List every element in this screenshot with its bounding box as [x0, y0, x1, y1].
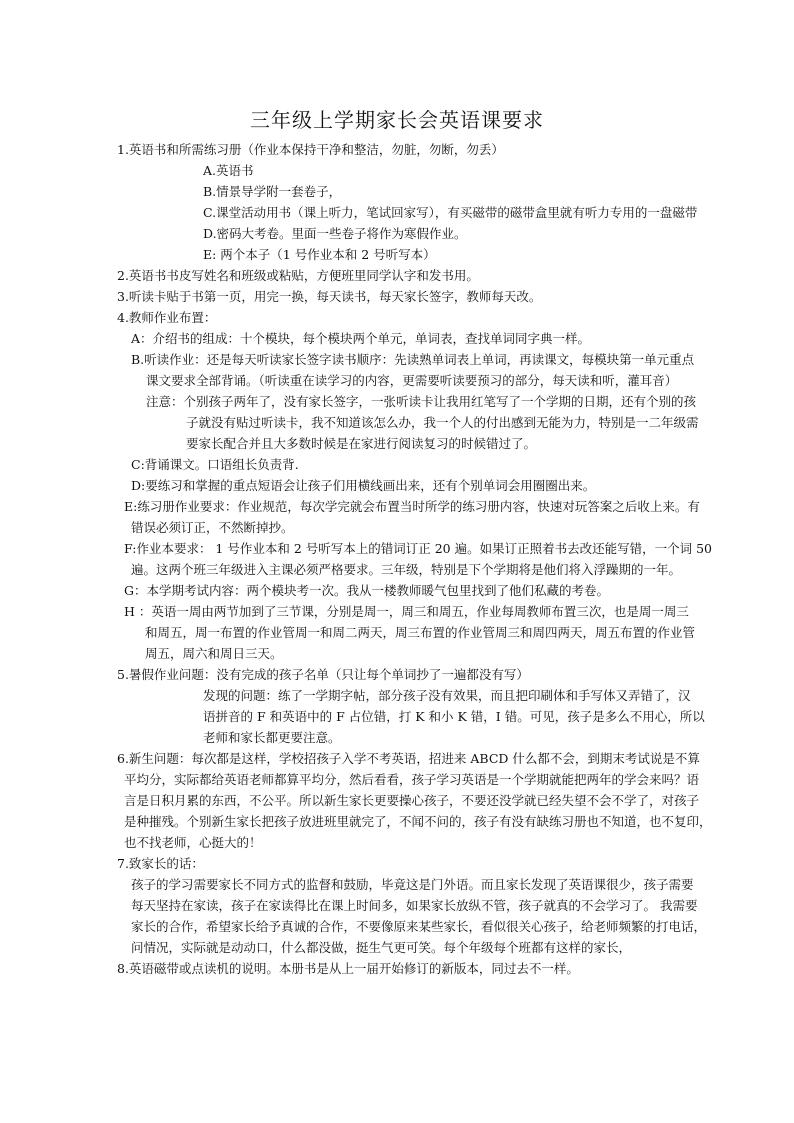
section-1-heading: 1.英语书和所需练习册（作业本保持干净和整洁，勿脏，勿断，勿丢） [117, 142, 504, 157]
section-7-line-4: 问情况，实际就是动动口，什么都没做，挺生气更可笑。每个年级每个班都有这样的家长， [131, 940, 632, 955]
section-6-line-2: 平均分，实际都给英语老师都算平均分，然后看看，孩子学习英语是一个学期就能把两年的学会来吗？语 [124, 772, 700, 787]
section-7-line-3: 家长的合作，希望家长给予真诚的合作，不要像原来某些家长，看似很关心孩子，给老师频繁的打电话， [131, 919, 707, 934]
section-6-line-3: 言是日积月累的东西，不公平。所以新生家长更要操心孩子，不要还没学就已经失望不会不学了，对孩子 [124, 793, 700, 808]
note-line-2: 子就没有贴过听读卡，我不知道该怎么办，我一个人的付出感到无能为力，特别是一二年级需 [186, 415, 699, 430]
section-5-line-3: 老师和家长都更要注意。 [203, 730, 341, 745]
section-4-heading: 4.教师作业布置： [117, 310, 217, 325]
section-6-line-4: 是种摧残。个别新生家长把孩子放进班里就完了，不闻不问的，孩子有没有缺练习册也不知道，也不复印， [124, 814, 712, 829]
section-2: 2.英语书书皮写姓名和班级或粘贴，方便班里同学认字和发书用。 [117, 268, 479, 283]
section-6-line-5: 也不找老师，心挺大的！ [124, 835, 262, 850]
item-4f-line-1: F:作业本要求： 1 号作业本和 2 号听写本上的错词订正 20 遍。如果订正照着书去改还能写错，一个词 50 [124, 541, 712, 556]
section-5-line-1: 发现的问题：练了一学期字帖，部分孩子没有效果，而且把印刷体和手写体又弄错了，汉 [203, 688, 691, 703]
item-1e: E: 两个本子（1 号作业本和 2 号听写本） [203, 247, 436, 262]
item-1a: A.英语书 [203, 163, 254, 178]
item-1b: B.情景导学附一套卷子， [203, 184, 342, 199]
section-7-line-1: 孩子的学习需要家长不同方式的监督和鼓励，毕竟这是门外语。而且家长发现了英语课很少，孩子需要 [131, 877, 694, 892]
section-7-heading: 7.致家长的话： [117, 856, 204, 871]
item-4f-line-2: 遍。这两个班三年级进入主课必须严格要求。三年级，特别是下个学期将是他们将入浮躁期的一年。 [131, 562, 682, 577]
section-3: 3.听读卡贴于书第一页，用完一换，每天读书，每天家长签字，教师每天改。 [117, 289, 542, 304]
item-4e-line-1: E:练习册作业要求：作业规范，每次学完就会布置当时所学的练习册内容，快速对玩答案之后收上来。有 [124, 499, 700, 514]
section-5-line-2: 语拼音的 F 和英语中的 F 占位错，打 K 和小 K 错，I 错。可见，孩子是多么不用心，所以 [203, 709, 705, 724]
item-4e-line-2: 错误必须订正，不然断掉抄。 [131, 520, 294, 535]
section-5-heading: 5.暑假作业问题：没有完成的孩子名单（只让每个单词抄了一遍都没有写） [117, 667, 529, 682]
note-line-1: 注意：个别孩子两年了，没有家长签字，一张听读卡让我用红笔写了一个学期的日期，还有个别的孩 [146, 394, 697, 409]
section-6-line-1: 6.新生问题：每次都是这样，学校招孩子入学不考英语，招进来 ABCD 什么都不会，到期末考试说是不算 [117, 751, 700, 766]
note-line-3: 要家长配合并且大多数时候是在家进行阅读复习的时候错过了。 [186, 436, 537, 451]
item-1c: C.课堂活动用书（课上听力，笔试回家写），有买磁带的磁带盒里就有听力专用的一盘磁带 [203, 205, 698, 220]
document-title: 三年级上学期家长会英语课要求 [250, 108, 544, 132]
item-4g: G：本学期考试内容：两个模块考一次。我从一楼教师暖气包里找到了他们私藏的考卷。 [124, 583, 609, 598]
item-4d: D:要练习和掌握的重点短语会让孩子们用横线画出来，还有个别单词会用圈圈出来。 [131, 478, 596, 493]
section-7-line-2: 每天坚持在家读，孩子在家读得比在课上时间多，如果家长放纵不管，孩子就真的不会学习了。 我需要 [131, 898, 698, 913]
item-4b-line-1: B.听读作业：还是每天听读家长签字读书顺序：先读熟单词表上单词，再读课文，每模块第一单元重点 [131, 352, 695, 367]
item-4h-line-2: 和周五，周一布置的作业管周一和周二两天，周三布置的作业管周三和周四两天，周五布置的作业管 [145, 625, 696, 640]
section-8: 8.英语磁带或点读机的说明。本册书是从上一届开始修订的新版本，同过去不一样。 [117, 961, 579, 976]
item-4h-line-1: H ：英语一周由两节加到了三节课，分别是周一，周三和周五，作业每周教师布置三次，也是周一周三 [124, 604, 689, 619]
item-4a: A：介绍书的组成：十个模块，每个模块两个单元，单词表，查找单词同字典一样。 [131, 331, 591, 346]
item-1d: D.密码大考卷。里面一些卷子将作为寒假作业。 [203, 226, 467, 241]
item-4b-line-2: 课文要求全部背诵。（听读重在读学习的内容，更需要听读要预习的部分，每天读和听，灌耳音） [146, 373, 678, 388]
item-4c: C:背诵课文。口语组长负责背. [131, 457, 299, 472]
item-4h-line-3: 周五，周六和周日三天。 [145, 646, 283, 661]
